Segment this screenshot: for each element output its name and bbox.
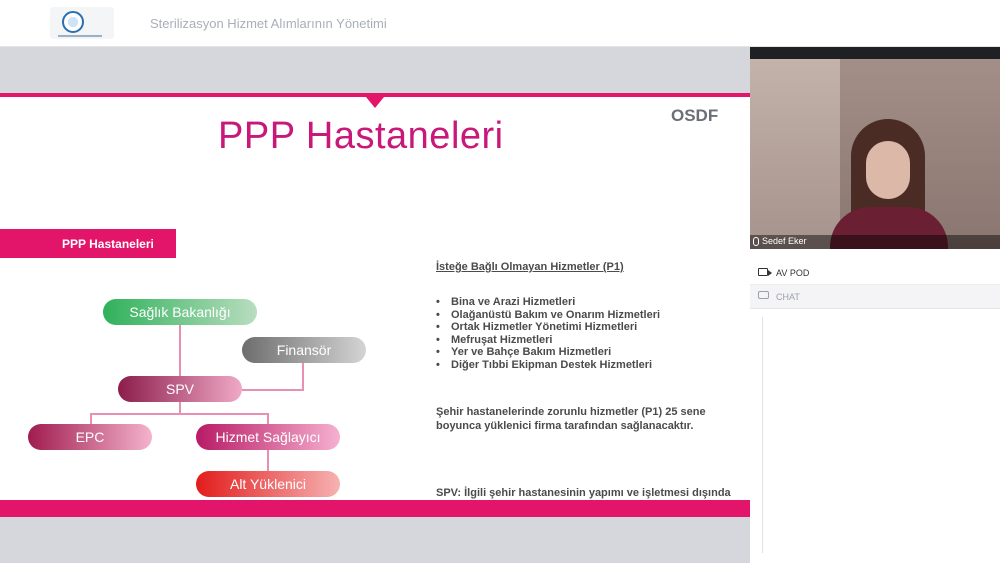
- chat-pod-header[interactable]: [750, 285, 1000, 309]
- microphone-icon: [753, 237, 759, 246]
- osdf-logo: OSDF: [671, 106, 719, 125]
- slide: [0, 93, 750, 517]
- slide-title: PPP Hastaneleri: [218, 115, 504, 157]
- chat-icon: [758, 291, 769, 299]
- org-node-hizmet-saglayici: Hizmet Sağlayıcı: [196, 424, 340, 450]
- section-label: PPP Hastaneleri: [0, 229, 176, 258]
- connector-line: [90, 413, 268, 415]
- presentation-area: [0, 47, 750, 563]
- slide-bottom-bar: [0, 500, 750, 517]
- connector-line: [179, 325, 181, 376]
- presenter-name: Sedef Eker: [762, 236, 807, 246]
- connector-line: [90, 413, 92, 424]
- list-item: • Mefruşat Hizmetleri: [436, 334, 660, 347]
- list-item: • Olağanüstü Bakım ve Onarım Hizmetleri: [436, 309, 660, 322]
- chat-scrollbar[interactable]: [762, 317, 763, 553]
- connector-line: [302, 363, 304, 391]
- list-item: • Yer ve Bahçe Bakım Hizmetleri: [436, 346, 660, 359]
- session-title: Sterilizasyon Hizmet Alımlarının Yönetimi: [150, 16, 387, 31]
- chat-messages-area[interactable]: [750, 309, 1000, 563]
- org-node-finansor: Finansör: [242, 337, 366, 363]
- connector-line: [242, 389, 304, 391]
- info-paragraph-p1: Şehir hastanelerinde zorunlu hizmetler (P1) 25 sene boyunca yüklenici firma tarafından sağlanacaktır.: [436, 406, 706, 432]
- av-pod-header[interactable]: [750, 259, 1000, 285]
- list-item: • Ortak Hizmetler Yönetimi Hizmetleri: [436, 321, 660, 334]
- org-node-alt-yuklenici: Alt Yüklenici: [196, 471, 340, 497]
- connector-line: [267, 450, 269, 471]
- org-node-spv: SPV: [118, 376, 242, 402]
- org-node-saglik-bakanligi: Sağlık Bakanlığı: [103, 299, 257, 325]
- app-header: [0, 0, 1000, 47]
- list-item: • Diğer Tıbbi Ekipman Destek Hizmetleri: [436, 359, 660, 372]
- list-item: • Bina ve Arazi Hizmetleri: [436, 296, 660, 309]
- services-list: [436, 296, 660, 371]
- side-panel: [750, 47, 1000, 563]
- info-paragraph-spv: SPV: İlgili şehir hastanesinin yapımı ve işletmesi dışında: [436, 487, 731, 499]
- org-node-epc: EPC: [28, 424, 152, 450]
- services-heading: İsteğe Bağlı Olmayan Hizmetler (P1): [436, 261, 624, 273]
- connector-line: [267, 413, 269, 424]
- av-pod-label: AV POD: [776, 268, 810, 278]
- slide-pointer-triangle: [366, 97, 384, 108]
- institution-logo-icon: [50, 7, 114, 39]
- chat-label: CHAT: [776, 292, 800, 302]
- video-camera-icon: [758, 268, 768, 276]
- video-pod[interactable]: [750, 47, 1000, 249]
